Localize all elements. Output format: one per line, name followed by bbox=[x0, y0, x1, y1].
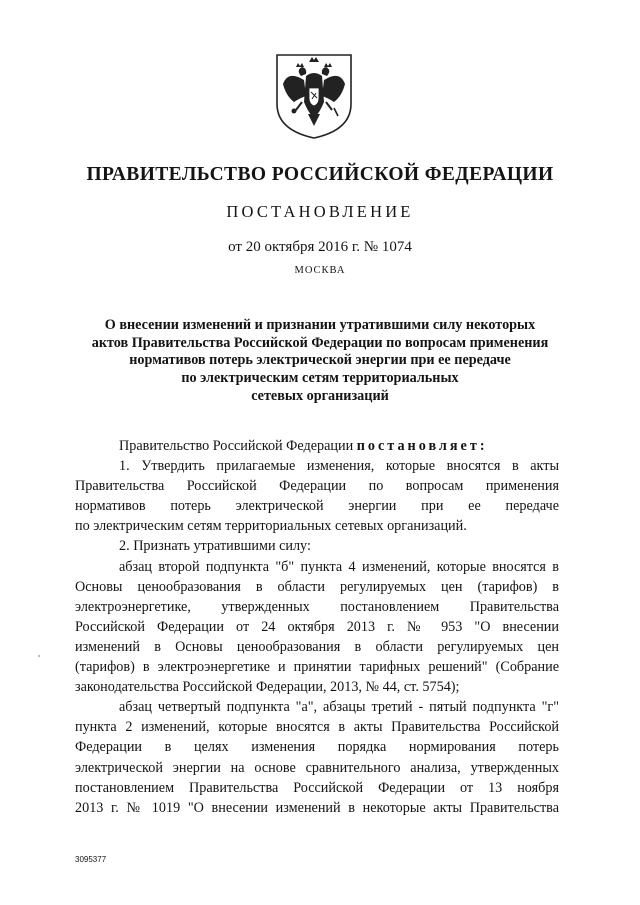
subject-line: по электрическим сетям территориальных bbox=[181, 370, 459, 387]
paragraph-4-line: постановлением Правительства Российской Федерации от 13 ноября bbox=[75, 779, 559, 796]
subject-line: сетевых организаций bbox=[251, 387, 389, 404]
document-subject bbox=[60, 317, 580, 406]
paragraph-1-line: 1. Утвердить прилагаемые изменения, которые вносятся в акты bbox=[119, 458, 559, 475]
subject-line: нормативов потерь электрической энергии при ее передаче bbox=[129, 352, 511, 369]
subject-line: О внесении изменений и признании утратившими силу некоторых bbox=[104, 317, 536, 333]
paragraph-3-line: абзац второй подпункта "б" пункта 4 изменений, которые вносятся в bbox=[119, 558, 559, 575]
resolves-word: постановляет: bbox=[356, 438, 488, 454]
paragraph-3-line: законодательства Российской Федерации, 2013, № 44, ст. 5754); bbox=[75, 679, 460, 696]
paragraph-4-line: Федерации в целях изменения порядка нормирования потерь bbox=[75, 739, 559, 756]
paragraph-4-line: пункта 2 изменений, которые вносятся в акты Правительства Российской bbox=[75, 719, 559, 736]
paragraph-1-line: Правительства Российской Федерации по вопросам применения bbox=[75, 478, 559, 495]
paragraph-3-line: Российской Федерации от 24 октября 2013 г. № 953 "О внесении bbox=[75, 618, 559, 635]
paragraph-4-line: абзац четвертый подпункта "а", абзацы третий - пятый подпункта "г" bbox=[119, 699, 559, 716]
paragraph-1-line: нормативов потерь электрической энергии при ее передаче bbox=[75, 498, 559, 515]
intro-paragraph: Правительство Российской Федерации постановляет: bbox=[119, 438, 488, 454]
paragraph-1-line: по электрическим сетям территориальных сетевых организаций. bbox=[75, 518, 467, 535]
scan-speck bbox=[38, 655, 40, 657]
footer-document-code: 3095377 bbox=[75, 855, 107, 864]
russian-coat-of-arms-icon bbox=[274, 52, 354, 140]
paragraph-3-line: изменений в Основы ценообразования в области регулируемых цен bbox=[75, 638, 559, 655]
paragraph-4-line: электрической энергии на основе сравнительного анализа, утвержденных bbox=[75, 759, 559, 776]
document-type: ПОСТАНОВЛЕНИЕ bbox=[226, 202, 414, 221]
document-body bbox=[75, 436, 559, 818]
government-title: ПРАВИТЕЛЬСТВО РОССИЙСКОЙ ФЕДЕРАЦИИ bbox=[86, 164, 554, 185]
paragraph-3-line: (тарифов) в электроэнергетике и принятии тарифных решений" (Собрание bbox=[75, 659, 559, 676]
subject-line: актов Правительства Российской Федерации по вопросам применения bbox=[91, 334, 549, 351]
city: МОСКВА bbox=[294, 265, 346, 276]
paragraph-2: 2. Признать утратившими силу: bbox=[119, 538, 311, 555]
paragraph-4-line: 2013 г. № 1019 "О внесении изменений в некоторые акты Правительства bbox=[75, 799, 559, 816]
paragraph-3-line: Основы ценообразования в области регулируемых цен (тарифов) в bbox=[75, 578, 559, 595]
paragraph-3-line: электроэнергетике, утвержденных постановлением Правительства bbox=[75, 598, 559, 615]
date-number-line: от 20 октября 2016 г. № 1074 bbox=[228, 239, 412, 255]
